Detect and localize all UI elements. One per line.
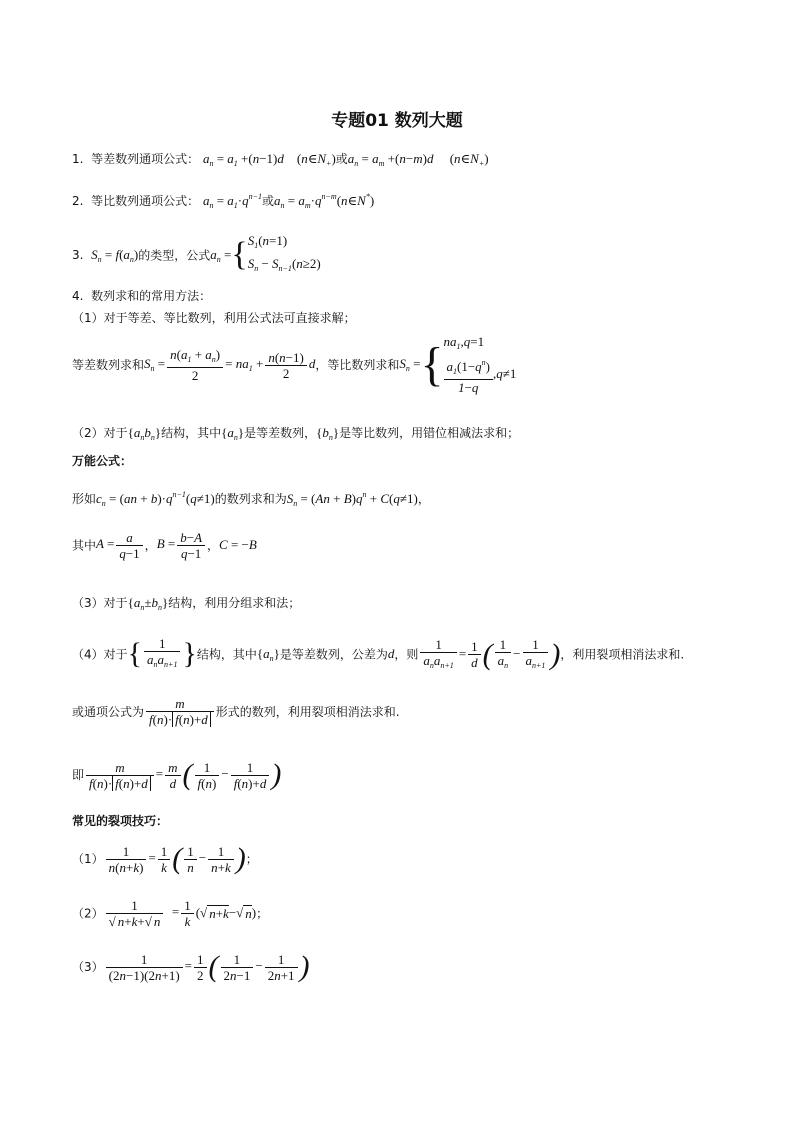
geo-sum-cases: $na_1,q=1$ $\frac{a_1(1-q^n)}{1-q}$ ,q≠1 xyxy=(443,334,517,395)
technique-2-formula: $\frac{1}{√ n+k+√ n}$ = $\frac{1}{k}$ (√ n+k−√ n) xyxy=(104,904,256,919)
item-3-text: 的类型，公式 xyxy=(138,248,211,263)
xingru-middle: 的数列求和为 xyxy=(214,492,287,506)
item-4-label: 数列求和的常用方法： xyxy=(91,289,212,303)
geo-general-term-formula: $a_n = a_1\cdot q^{n-1}$ xyxy=(202,192,263,210)
ji-formula: $\frac{m}{f(n)\cdot f(n)+d}$ = $\frac{m}{d}$ ( $\frac{1}{f(n)}$ − $\frac{1}{f(n)+d}$ ) xyxy=(84,766,281,781)
arith-sum-formula: $S_n$ = $\frac{n(a_1 + a_n)}{2}$ = $na_1$ + $\frac{n(n-1)}{2}$ d xyxy=(144,347,316,384)
or-text: 或 xyxy=(335,152,348,166)
xingru-suffix: ， xyxy=(417,492,430,506)
coef-b: B = $\frac{b-A}{q-1}$ xyxy=(157,536,207,551)
item-2-number: 2. xyxy=(72,194,84,208)
method-2-text-c: 是等差数列， xyxy=(244,426,317,440)
method-2-text-b: 结构，其中 xyxy=(161,426,222,440)
method-4-text-e: ，利用裂项相消法求和. xyxy=(560,647,685,662)
method-1-text: （1）对于等差、等比数列，利用公式法可直接求解； xyxy=(72,311,356,325)
sn-fan-formula: $S_n = f(a_n)$ xyxy=(91,246,139,264)
coefficients-line: 其中A = $\frac{a}{q-1}$ ，B = $\frac{b-A}{q-1}$ ，C = −B xyxy=(72,530,257,561)
item-1-number: 1. xyxy=(72,152,84,166)
sum-formulas: 等差数列求和$S_n$ = $\frac{n(a_1 + a_n)}{2}$ = $na_1$ + $\frac{n(n-1)}{2}$ d，等比数列求和$S_n =\{na_1,q=1$ $\frac{a_1(1-q^n)}{1-q}$ ,q≠1 xyxy=(72,334,517,395)
method-2-prefix: （2）对于 xyxy=(72,426,128,440)
ji-line xyxy=(72,758,281,792)
technique-2: （2） $\frac{1}{√ n+k+√ n}$ = $\frac{1}{k}$ (√ n+k−√ n)； xyxy=(72,898,269,929)
item-3: 3. $S_n = f(a_n)$的类型，公式$a_n =\{S_1(n=1)$ $S_n - S_{n-1}(n\ge 2)$ xyxy=(72,232,321,278)
item-2: 2. 等比数列通项公式： $a_n = a_1\cdot q^{n-1}$或$a_n$ = $a_m\cdot q^{n-m}(n\in N^*)$ xyxy=(72,192,375,210)
item-3-number: 3. xyxy=(72,248,84,262)
technique-3 xyxy=(72,950,310,984)
geo-sum-formula: $S_n$ = xyxy=(399,356,421,373)
arith-sum-label: 等差数列求和 xyxy=(72,358,145,372)
page-title: 专题01 数列大题 xyxy=(331,111,463,131)
technique-3-label: （3） xyxy=(72,959,104,974)
anbn-structure: $\{a_nb_n\}$ xyxy=(127,425,162,442)
ji-prefix: 即 xyxy=(72,767,85,782)
piecewise-cases: $S_1(n=1)$ $S_n - S_{n-1}(n\ge 2)$ xyxy=(247,233,321,273)
an-arith: $\{a_n\}$ xyxy=(256,645,280,663)
an-piecewise-formula: $a_n$ = xyxy=(210,246,232,264)
coef-c: C = −B xyxy=(219,536,257,552)
technique-3-formula: $\frac{1}{(2n-1)(2n+1)}$ = $\frac{1}{2}$ ( $\frac{1}{2n-1}$ − $\frac{1}{2n+1}$ ) xyxy=(104,958,310,973)
alt-prefix: 或通项公式为 xyxy=(72,705,145,719)
item-1 xyxy=(72,150,489,168)
technique-1: （1） $\frac{1}{n(n+k)}$ = $\frac{1}{k}$ ( $\frac{1}{n}$ − $\frac{1}{n+k}$ )； xyxy=(72,842,258,875)
universal-formula-line xyxy=(72,490,430,508)
method-2-text-d: 是等比数列，用错位相减法求和； xyxy=(339,426,520,440)
method-4-text-b: 结构，其中 xyxy=(196,647,257,662)
an-pm-bn: $\{a_n\pm b_n\}$ xyxy=(127,595,169,612)
cn-formula: $c_n = (an + b)\cdot q^{n-1}(q\ne 1)$ xyxy=(96,490,215,508)
coef-a: A = $\frac{a}{q-1}$ xyxy=(96,536,145,551)
xingru-prefix: 形如 xyxy=(72,492,97,506)
method-3-prefix: （3）对于 xyxy=(72,596,128,610)
item-1-label: 等差数列通项公式： xyxy=(91,152,200,166)
an-seq: $\{a_n\}$ xyxy=(221,425,245,442)
arith-general-term-formula: $a_n = a_1 +(n-1)d$ $(n\in N_+)$ xyxy=(202,151,336,168)
item-4-header xyxy=(72,287,211,304)
method-3 xyxy=(72,594,300,612)
qizhong-prefix: 其中 xyxy=(72,538,97,553)
sn-universal-formula: $S_n = (An + B)q^n + C(q\ne 1)$ xyxy=(286,490,418,508)
method-3-text: 结构，利用分组求和法； xyxy=(168,596,301,610)
method-4: （4）对于{ $\frac{1}{a_na_{n+1}}$ }结构，其中$\{a_n\}$是等差数列，公差为d，则 $\frac{1}{a_na_{n+1}}$ = $\frac{1}{d}$ ( $\frac{1}{a_n}$ − $\frac{1}{a_{n+1}}$ )，利用裂项相消法求和. xyxy=(72,636,685,671)
method-4-text-c: 是等差数列，公差为 xyxy=(279,647,388,662)
arith-general-term-alt: $a_n = a_m +(n-m)d$ $(n\in N_+)$ xyxy=(347,151,489,168)
geo-general-term-alt: $a_n$ = $a_m\cdot q^{n-m}(n\in N^*)$ xyxy=(274,192,375,210)
technique-2-label: （2） xyxy=(72,906,104,921)
alt-general-term xyxy=(72,696,400,727)
universal-formula-heading: 万能公式： xyxy=(72,454,133,468)
geo-sum-label: ，等比数列求和 xyxy=(315,358,400,372)
item-2-label: 等比数列通项公式： xyxy=(91,194,200,208)
m-over-f-formula: $\frac{m}{f(n)\cdot f(n)+d}$ xyxy=(146,696,214,727)
alt-suffix: 形式的数列，利用裂项相消法求和. xyxy=(215,705,400,719)
technique-1-label: （1） xyxy=(72,851,104,866)
technique-1-formula: $\frac{1}{n(n+k)}$ = $\frac{1}{k}$ ( $\frac{1}{n}$ − $\frac{1}{n+k}$ ) xyxy=(104,850,246,865)
method-4-text-d: ，则 xyxy=(394,647,419,662)
common-techniques-heading: 常见的裂项技巧： xyxy=(72,814,169,828)
telescoping-formula: $\frac{1}{a_na_{n+1}}$ = $\frac{1}{d}$ ( $\frac{1}{a_n}$ − $\frac{1}{a_{n+1}}$ ) xyxy=(418,646,560,661)
telescoping-structure: $\frac{1}{a_na_{n+1}}$ xyxy=(144,636,180,672)
method-4-prefix: （4）对于 xyxy=(72,647,128,662)
bn-seq: $\{b_n\}$ xyxy=(316,425,340,442)
method-2 xyxy=(72,424,519,442)
item-4-number: 4. xyxy=(72,289,84,303)
common-diff-d: d xyxy=(387,646,395,661)
